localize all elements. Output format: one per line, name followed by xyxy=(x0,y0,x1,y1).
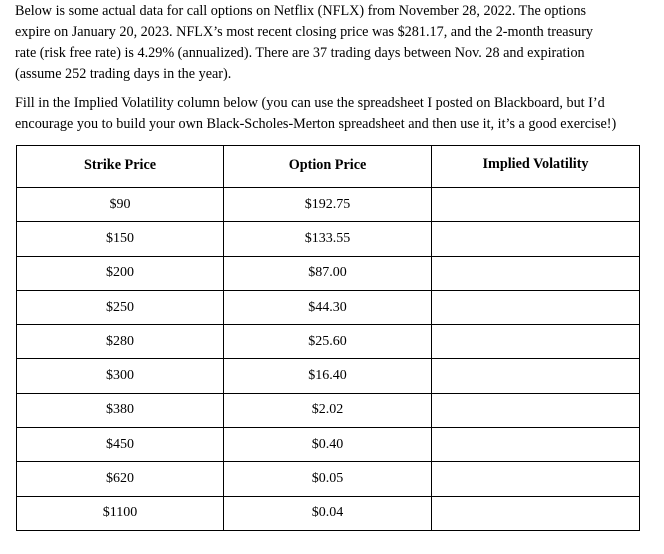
intro-line: (assume 252 trading days in the year). xyxy=(15,66,232,82)
strike-cell: $380 xyxy=(17,393,224,427)
option-price-cell: $0.04 xyxy=(224,496,432,530)
table-row xyxy=(17,496,640,530)
strike-cell: $250 xyxy=(17,290,224,324)
instructions-line: encourage you to build your own Black-Scholes-Merton spreadsheet and then use it, it’s a good exercise!) xyxy=(15,116,617,132)
table-row xyxy=(17,393,640,427)
option-price-cell: $2.02 xyxy=(224,393,432,427)
table-row xyxy=(17,325,640,359)
option-price-cell: $133.55 xyxy=(224,222,432,256)
table-row xyxy=(17,256,640,290)
strike-cell: $200 xyxy=(17,256,224,290)
strike-cell: $150 xyxy=(17,222,224,256)
option-price-cell: $87.00 xyxy=(224,256,432,290)
strike-cell: $280 xyxy=(17,325,224,359)
option-price-cell: $0.40 xyxy=(224,428,432,462)
table-row xyxy=(17,290,640,324)
header-label: Strike Price xyxy=(83,157,157,173)
implied-volatility-cell[interactable] xyxy=(432,188,640,222)
header-label: Implied Volatility xyxy=(482,156,589,172)
implied-volatility-table xyxy=(16,145,640,531)
intro-line: expire on January 20, 2023. NFLX’s most recent closing price was $281.17, and the 2-month treasury xyxy=(15,24,594,40)
implied-volatility-cell[interactable] xyxy=(432,359,640,393)
option-price-cell: $44.30 xyxy=(224,290,432,324)
implied-volatility-cell[interactable] xyxy=(432,462,640,496)
intro-line: rate (risk free rate) is 4.29% (annualized). There are 37 trading days between Nov. 28 and expiration xyxy=(15,45,585,61)
implied-volatility-cell[interactable] xyxy=(432,256,640,290)
option-price-cell: $16.40 xyxy=(224,359,432,393)
header-option-price xyxy=(224,146,432,188)
table-row xyxy=(17,359,640,393)
table-header-row xyxy=(17,146,640,188)
header-label: Option Price xyxy=(288,157,367,173)
table-row xyxy=(17,428,640,462)
table-row xyxy=(17,222,640,256)
strike-cell: $620 xyxy=(17,462,224,496)
strike-cell: $1100 xyxy=(17,496,224,530)
intro-paragraph xyxy=(15,1,593,85)
implied-volatility-cell[interactable] xyxy=(432,428,640,462)
implied-volatility-cell[interactable] xyxy=(432,222,640,256)
header-implied-volatility xyxy=(432,146,640,188)
instructions-line: Fill in the Implied Volatility column below (you can use the spreadsheet I posted on Blackboard, but I’d xyxy=(15,95,605,111)
option-price-cell: $0.05 xyxy=(224,462,432,496)
strike-cell: $300 xyxy=(17,359,224,393)
implied-volatility-cell[interactable] xyxy=(432,496,640,530)
option-price-cell: $192.75 xyxy=(224,188,432,222)
option-price-cell: $25.60 xyxy=(224,325,432,359)
intro-line: Below is some actual data for call options on Netflix (NFLX) from November 28, 2022. The options xyxy=(15,3,587,19)
implied-volatility-cell[interactable] xyxy=(432,325,640,359)
implied-volatility-cell[interactable] xyxy=(432,290,640,324)
strike-cell: $450 xyxy=(17,428,224,462)
table-row xyxy=(17,462,640,496)
strike-cell: $90 xyxy=(17,188,224,222)
header-strike-price xyxy=(17,146,224,188)
instructions-paragraph xyxy=(15,93,616,135)
table-row xyxy=(17,188,640,222)
implied-volatility-cell[interactable] xyxy=(432,393,640,427)
